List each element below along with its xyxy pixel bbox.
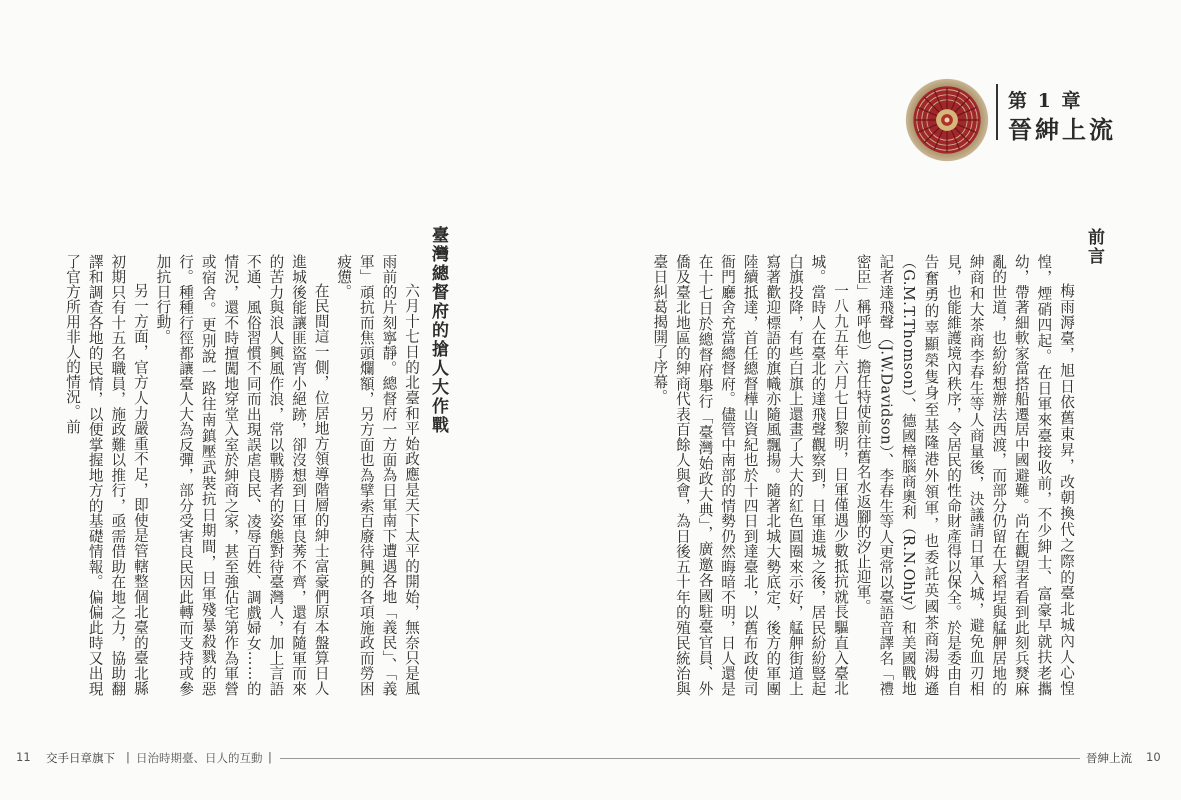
footer-rule: [280, 758, 1080, 759]
paragraph: 一八九五年六月七日黎明，日軍僅遇少數抵抗就長驅直入臺北城。當時人在臺北的達飛聲觀察到，日軍進城之後，居民紛紛豎起白旗投降，有些白旗上還畫了大大的紅色圓圈來示好，艋舺街道上寫著歡迎標語的旗幟亦隨風飄揚。隨著北城大勢底定，後方的軍團陸續抵達，首任總督樺山資紀也於十四日到達臺北，以舊布政使司衙門廳舍充當總督府。儘管中南部的情勢仍然晦暗不明，日人還是在十七日於總督府舉行「臺灣始政大典」，廣邀各國駐臺官員、外僑及臺北地區的紳商代表百餘人與會，為日後五十年的殖民統治與臺日糾葛揭開了序幕。: [651, 254, 850, 696]
right-page-number: 10: [1146, 750, 1161, 764]
book-title: 交手日章旗下: [46, 751, 115, 765]
paragraph: 六月十七日的北臺和平始政應是天下太平的開始，無奈只是風雨前的片刻寧靜。總督府一方面為日軍南下遭遇各地「義民」、「義軍」頑抗而焦頭爛額，另方面也為擘索百廢待興的各項施政而勞困疲憊。: [335, 254, 420, 696]
section-heading-preface: 前言: [1084, 228, 1104, 266]
chapter-number: 第 1 章: [1008, 90, 1083, 112]
paragraph: 梅雨溽臺，旭日依舊東昇，改朝換代之際的臺北城內人心惶惶，煙硝四起。在日軍來臺接收前，不少紳士、富豪早就扶老攜幼，帶著細軟家當搭船遷居中國避難。尚在觀望者看到此刻兵燹麻亂的世道，也紛紛想辦法西渡，而部分仍留在大稻埕與艋舺居地的紳商和大茶商李春生等人商量後，決議請日軍入城，避免血刃相見，也能維護境內秩序，令居民的性命財產得以保全。於是委由自告奮勇的辜顯榮隻身至基隆港外領軍，也委託英國茶商湯姆遜（G.M.T.Thomson）、德國樟腦商奧利（R.N.Ohly）和美國戰地記者達飛聲（J.W.Davidson）、李春生等人更常以臺語音譯名「禮密臣」稱呼他）擔任特使前往舊名水返腳的汐止迎軍。: [854, 254, 1075, 696]
running-head: 晉紳上流: [1086, 751, 1132, 765]
chapter-title: 晉紳上流: [1008, 115, 1116, 144]
paragraph: 另一方面，官方人力嚴重不足，即使是管轄整個北臺的臺北縣初期只有十五名職員，施政難以推行，亟需借助在地之力，協助翻譯和調查各地的民情，以便掌握地方的基礎情報。偏偏此時又出現了官方所用非人的情況。前: [64, 254, 149, 696]
chrysanthemum-medal-emblem: [905, 78, 989, 162]
left-page-number: 11: [16, 750, 31, 764]
paragraph: 在民間這一側，位居地方領導階層的紳士富豪們原本盤算日人進城後能讓匪盜宵小絕跡，卻沒想到日軍良莠不齊，還有隨軍而來的苦力與浪人興風作浪，常以戰勝者的姿態對待臺灣人，加上言語不通、風俗習慣不同而出現誤虐良民、凌辱百姓、調戲婦女……的情況，還不時擅闖地穿堂入室於紳商之家，甚至強佔宅第作為軍營或宿舍。更別說一路往南鎮壓武裝抗日期間，日軍殘暴殺戮的惡行。種種行徑都讓臺人大為反彈，部分受害良民因此轉而支持或參加抗日行動。: [154, 254, 330, 696]
section-heading-governor-office: 臺灣總督府的搶人大作戰: [428, 226, 448, 435]
left-page-body: [60, 254, 422, 696]
subtitle-separator: |: [268, 750, 272, 764]
title-separator: |: [126, 750, 130, 764]
book-subtitle: 日治時期臺、日人的互動: [136, 751, 263, 765]
chapter-heading-rule: [996, 84, 998, 140]
right-page-body: [651, 254, 1077, 696]
